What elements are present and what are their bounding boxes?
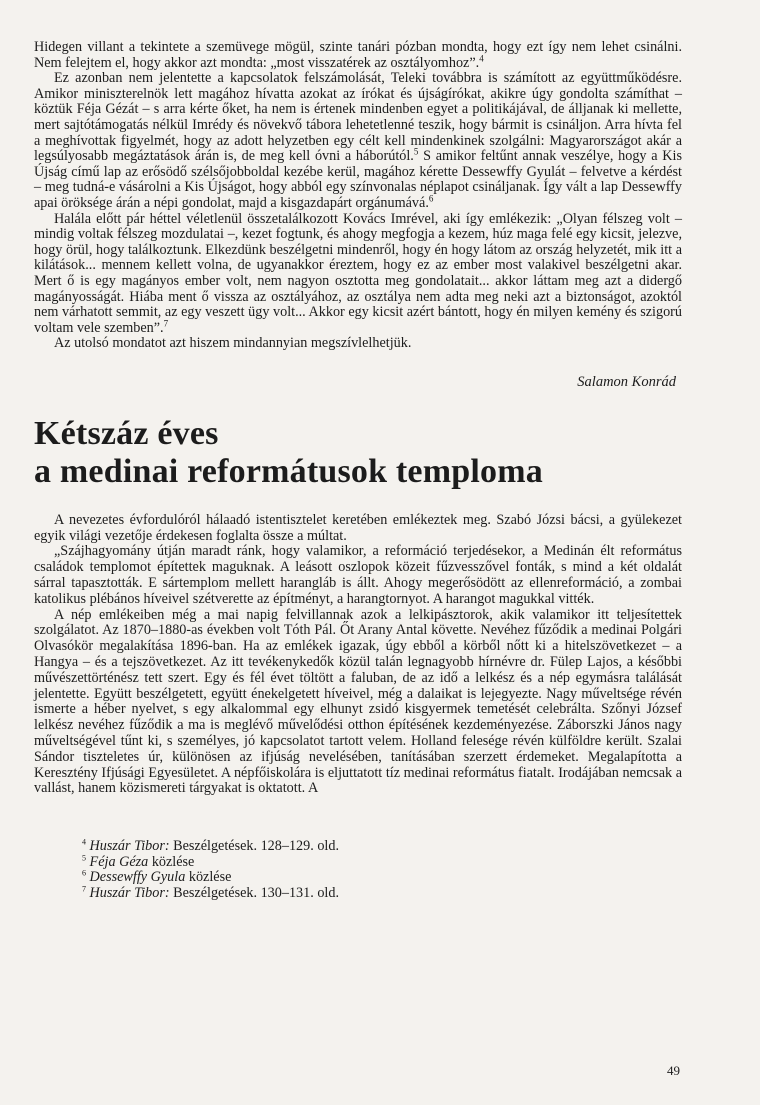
page-number: 49 [667,1063,680,1078]
footnote-ref: 7 [163,317,169,328]
footnote: $^4$ Huszár Tibor: Beszélgetések. 128–129. old. [82,837,340,855]
author-signature: Salamon Konrád [577,373,676,390]
paragraph: A nevezetes évfordulóról hálaadó istentisztelet keretében emlékeztek meg. Szabó Józsi bácsi, a gyülekezet egyik világi vezetője érdekesen foglalta össze a múltat. [34,511,682,544]
article-medina [34,415,682,797]
footnote-ref: 6 [428,193,434,204]
article-title: Kétszáz éves a medinai reformátusok temploma [34,414,543,490]
paragraph: Ez azonban nem jelentette a kapcsolatok felszámolását, Teleki továbbra is számított az együttműködésre. Amikor miniszterelnök lett magához hívatta azokat az írókat és újságírókat, akikre úgy gondolta számíthat – köztük Féja Gézát – s arra kérte őket, ha nem is értenek mindenben egyet a politikájával, de álljanak ki mellette, mert sajtótámogatás nélkül Imrédy és növekvő tábora lehetetlenné teszik, hogy bármit is csináljon. Arra hívta fel a meghívottak figyelmét, hogy az adott helyzetben egy célt kell mindenkinek szolgálni: Magyarországot akár a legsúlyosabb megáztatások árán is, de meg kell óvni a háborútól.$^5$ S amikor feltűnt annak veszélye, hogy a Kis Újság című lap az erősödő szélsőjobboldal kezébe kerül, magához kérette Dessewffy Gyulát – felvetve a kérdést – meg tudná-e vásárolni a Kis Újságot, hogy abból egy színvonalas néplapot csináljanak. Így vált a lap Dessewffy apai öröksége árán a népi gondolat, majd a kisgazdapárt orgánumává.$^6$ [34,70,682,211]
footnote-ref: 5 [413,146,419,157]
paragraph: A nép emlékeiben még a mai napig felvillannak azok a lelkipásztorok, akik valamikor itt teljesítettek szolgálatot. Az 1870–1880-as években volt Tóth Pál. Őt Arany Antal követte. Nevéhez fűződik a medinai Polgári Olvasókör megalakítása 1896-ban. Ha az emlékek igazak, úgy ebből a körből nőtt ki a hitelszövetkezet – a Hangya – és a tejszövetkezet. Az itt tevékenykedők közül talán legnagyobb hírnévre dr. Fülep Lajos, a későbbi művészettörténész tett szert. Egy és fél évet töltött a faluban, de az idő a lelkész és a nép egymásra találását jelentette. Együtt beszélgetett, együtt énekelgetett híveivel, még a dalaikat is lejegyezte. Nagy műveltsége révén ismerte a héber nyelvet, s egy alkalommal egy elhunyt zsidó kisgyermek temetését celebrálta. Szőnyi József lelkész nevéhez fűződik a ma is meglévő művelődési otthon építésének kezdeményezése. Záborszki János nagy műveltségével tűnt ki, s személyes, jó kapcsolatot tartott velem. Holland felesége révén külföldre került. Szalai Sándor tiszteletes úr, különösen az ifjúság nevelésében, tanításában szerzett érdemeket. Megalapította a Keresztény Ifjúsági Egyesületet. A népfőiskolára is eljuttatott tíz medinai református fiatalt. Irodájában nemcsak a vallást, hanem közismereti tárgyakat is oktatott. A [34,606,682,797]
paragraph: „Szájhagyomány útján maradt ránk, hogy valamikor, a reformáció terjedésekor, a Medinán élt református családok templomot építettek maguknak. A leásott oszlopok közeit fűzvesszővel fonták, s mind a két oldalát sárral tapasztották. E sártemplom mellett harangláb is állt. Ahogy megerősödött az ellenreformáció, a zombai katolikus plébános híveivel szétverette az építményt, a harangtornyot. A harangot magukkal vitték. [34,543,682,607]
footnote: $^6$ Dessewffy Gyula közlése [82,868,232,886]
paragraph: Hidegen villant a tekintete a szemüvege mögül, szinte tanári pózban mondta, hogy ezt így nem lehet csinálni. Nem felejtem el, hogy akkor azt mondta: „most visszatérek az osztályomhoz”.$^4$ [34,39,682,71]
article-teleki [34,40,682,391]
footnote: $^5$ Féja Géza közlése [82,853,195,870]
paragraph: Halála előtt pár héttel véletlenül összetalálkozott Kovács Imrével, aki így emlékezik: „Olyan félszeg volt – mindig voltak félszeg mozdulatai –, kezet fogtunk, és ahogy megfogja a kezem, húz maga felé egy kicsit, jelezve, hogy örül, hogy találkoztunk. Elkezdünk beszélgetni mindenről, hogy én hogy látom az ország helyzetét, mik itt a kilátások... mennem kellett volna, de ugyanakkor éreztem, hogy ez az ember most valakivel beszélgetni akar. Mert ő is egy magányos ember volt, nem nagyon osztotta meg gondolatait... akkor láttam meg azt a didergő magányosságát. Hiába ment ő vissza az osztályához, az osztálya nem adta meg neki azt a biztonságot, azoktól nem várhatott semmit, az egy veszett ügy volt... Akkor egy kicsit azért bántott, hogy én milyen kemény és szigorú voltam vele szemben”.$^7$ [34,210,682,336]
footnote-ref: 4 [479,52,484,63]
footnotes [82,839,682,901]
paragraph: Az utolsó mondatot azt hiszem mindannyian megszívlelhetjük. [54,335,412,352]
footnote: $^7$ Huszár Tibor: Beszélgetések. 130–131. old. [82,884,340,901]
